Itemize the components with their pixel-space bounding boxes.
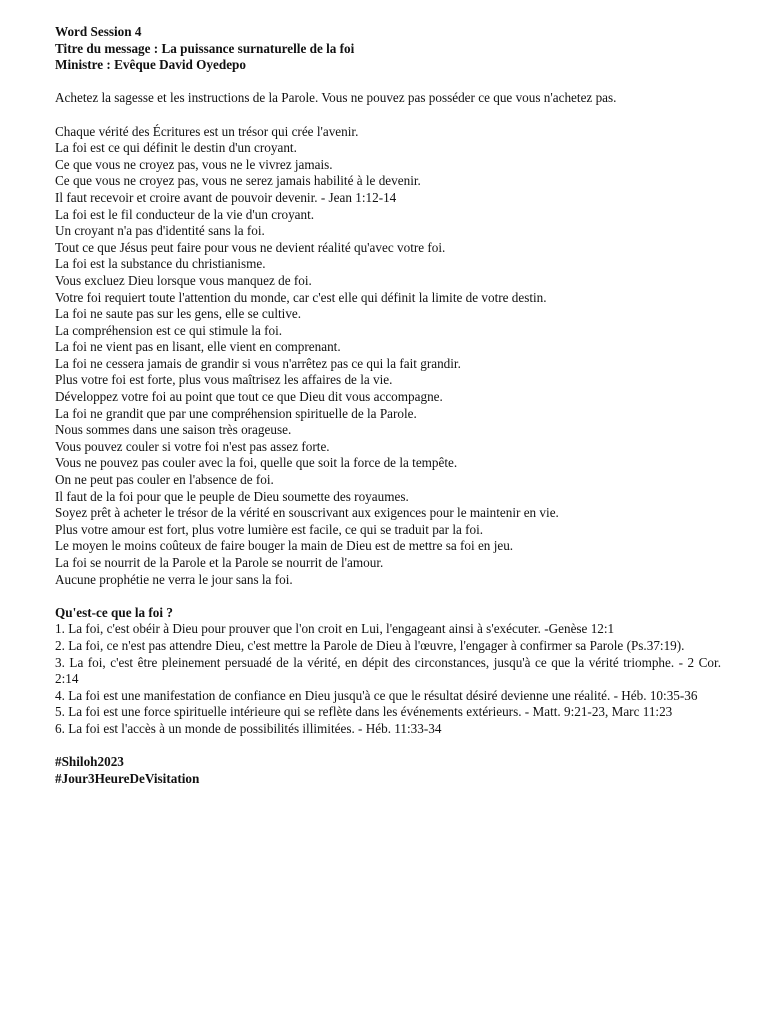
document-page	[55, 24, 721, 787]
minister-name: Ministre : Evêque David Oyedepo	[55, 57, 246, 73]
truth-line: La foi ne saute pas sur les gens, elle se cultive.	[55, 306, 302, 322]
truth-line: Votre foi requiert toute l'attention du monde, car c'est elle qui définit la limite de votre destin.	[55, 289, 547, 305]
hashtag: #Shiloh2023	[55, 754, 124, 770]
faith-section	[55, 605, 721, 738]
truth-line: La compréhension est ce qui stimule la foi.	[55, 322, 283, 338]
intro-paragraph: Achetez la sagesse et les instructions de la Parole. Vous ne pouvez pas posséder ce que vous n'achetez pas.	[55, 90, 617, 106]
truth-line: Ce que vous ne croyez pas, vous ne le vivrez jamais.	[55, 156, 333, 172]
truth-line: La foi est la substance du christianisme.	[55, 256, 266, 272]
truth-line: Un croyant n'a pas d'identité sans la foi.	[55, 223, 265, 239]
truth-line: La foi se nourrit de la Parole et la Parole se nourrit de l'amour.	[55, 555, 384, 570]
message-title: Titre du message : La puissance surnaturelle de la foi	[55, 40, 355, 56]
truth-line: Tout ce que Jésus peut faire pour vous ne devient réalité qu'avec votre foi.	[55, 239, 446, 255]
faith-point: 3. La foi, c'est être pleinement persuadé de la vérité, en dépit des circonstances, jusqu'à ce que la vérité triomphe. - 2 Cor. 2:14	[55, 654, 721, 687]
truth-line: Il faut de la foi pour que le peuple de Dieu soumette des royaumes.	[55, 488, 409, 504]
truth-line: Ce que vous ne croyez pas, vous ne serez jamais habilité à le devenir.	[55, 173, 421, 189]
spacer	[55, 107, 721, 124]
truth-line: Le moyen le moins coûteux de faire bouger la main de Dieu est de mettre sa foi en jeu.	[55, 538, 514, 554]
faith-point: 2. La foi, ce n'est pas attendre Dieu, c'est mettre la Parole de Dieu à l'œuvre, l'engager à confirmer sa Parole (Ps.37:19).	[55, 637, 685, 653]
truths-list	[55, 124, 721, 589]
spacer	[55, 738, 721, 755]
hashtag: #Jour3HeureDeVisitation	[55, 770, 200, 786]
truth-line: Aucune prophétie ne verra le jour sans la foi.	[55, 571, 293, 587]
document-header	[55, 24, 721, 74]
faith-point: 6. La foi est l'accès à un monde de possibilités illimitées. - Héb. 11:33-34	[55, 720, 442, 736]
truth-line: Vous excluez Dieu lorsque vous manquez de foi.	[55, 272, 312, 288]
session-label: Word Session 4	[55, 24, 142, 39]
faith-point: 4. La foi est une manifestation de confiance en Dieu jusqu'à ce que le résultat désiré devienne une réalité. - Héb. 10:35-36	[55, 687, 698, 703]
spacer	[55, 588, 721, 605]
hashtags	[55, 754, 721, 787]
truth-line: Soyez prêt à acheter le trésor de la vérité en souscrivant aux exigences pour le maintenir en vie.	[55, 505, 559, 521]
truth-line: Il faut recevoir et croire avant de pouvoir devenir. - Jean 1:12-14	[55, 189, 397, 205]
truth-line: Plus votre amour est fort, plus votre lumière est facile, ce qui se traduit par la foi.	[55, 521, 484, 537]
faith-point: 5. La foi est une force spirituelle intérieure qui se reflète dans les événements extérieurs. - Matt. 9:21-23, Marc 11:23	[55, 704, 673, 720]
truth-line: Vous pouvez couler si votre foi n'est pas assez forte.	[55, 438, 330, 454]
truth-line: Nous sommes dans une saison très orageuse.	[55, 422, 292, 438]
spacer	[55, 74, 721, 91]
truth-line: La foi est ce qui définit le destin d'un croyant.	[55, 140, 297, 156]
truth-line: La foi ne grandit que par une compréhension spirituelle de la Parole.	[55, 405, 417, 421]
truth-line: On ne peut pas couler en l'absence de foi.	[55, 472, 274, 488]
truth-line: La foi ne vient pas en lisant, elle vient en comprenant.	[55, 339, 341, 355]
truth-line: La foi ne cessera jamais de grandir si vous n'arrêtez pas ce qui la fait grandir.	[55, 355, 461, 371]
faith-point: 1. La foi, c'est obéir à Dieu pour prouver que l'on croit en Lui, l'engageant ainsi à s'exécuter. -Genèse 12:1	[55, 621, 615, 637]
truth-line: Développez votre foi au point que tout ce que Dieu dit vous accompagne.	[55, 389, 443, 405]
truth-line: Vous ne pouvez pas couler avec la foi, quelle que soit la force de la tempête.	[55, 455, 458, 471]
section-heading: Qu'est-ce que la foi ?	[55, 604, 173, 620]
truth-line: Plus votre foi est forte, plus vous maîtrisez les affaires de la vie.	[55, 372, 393, 388]
truth-line: La foi est le fil conducteur de la vie d'un croyant.	[55, 206, 315, 222]
truth-line: Chaque vérité des Écritures est un trésor qui crée l'avenir.	[55, 123, 359, 139]
